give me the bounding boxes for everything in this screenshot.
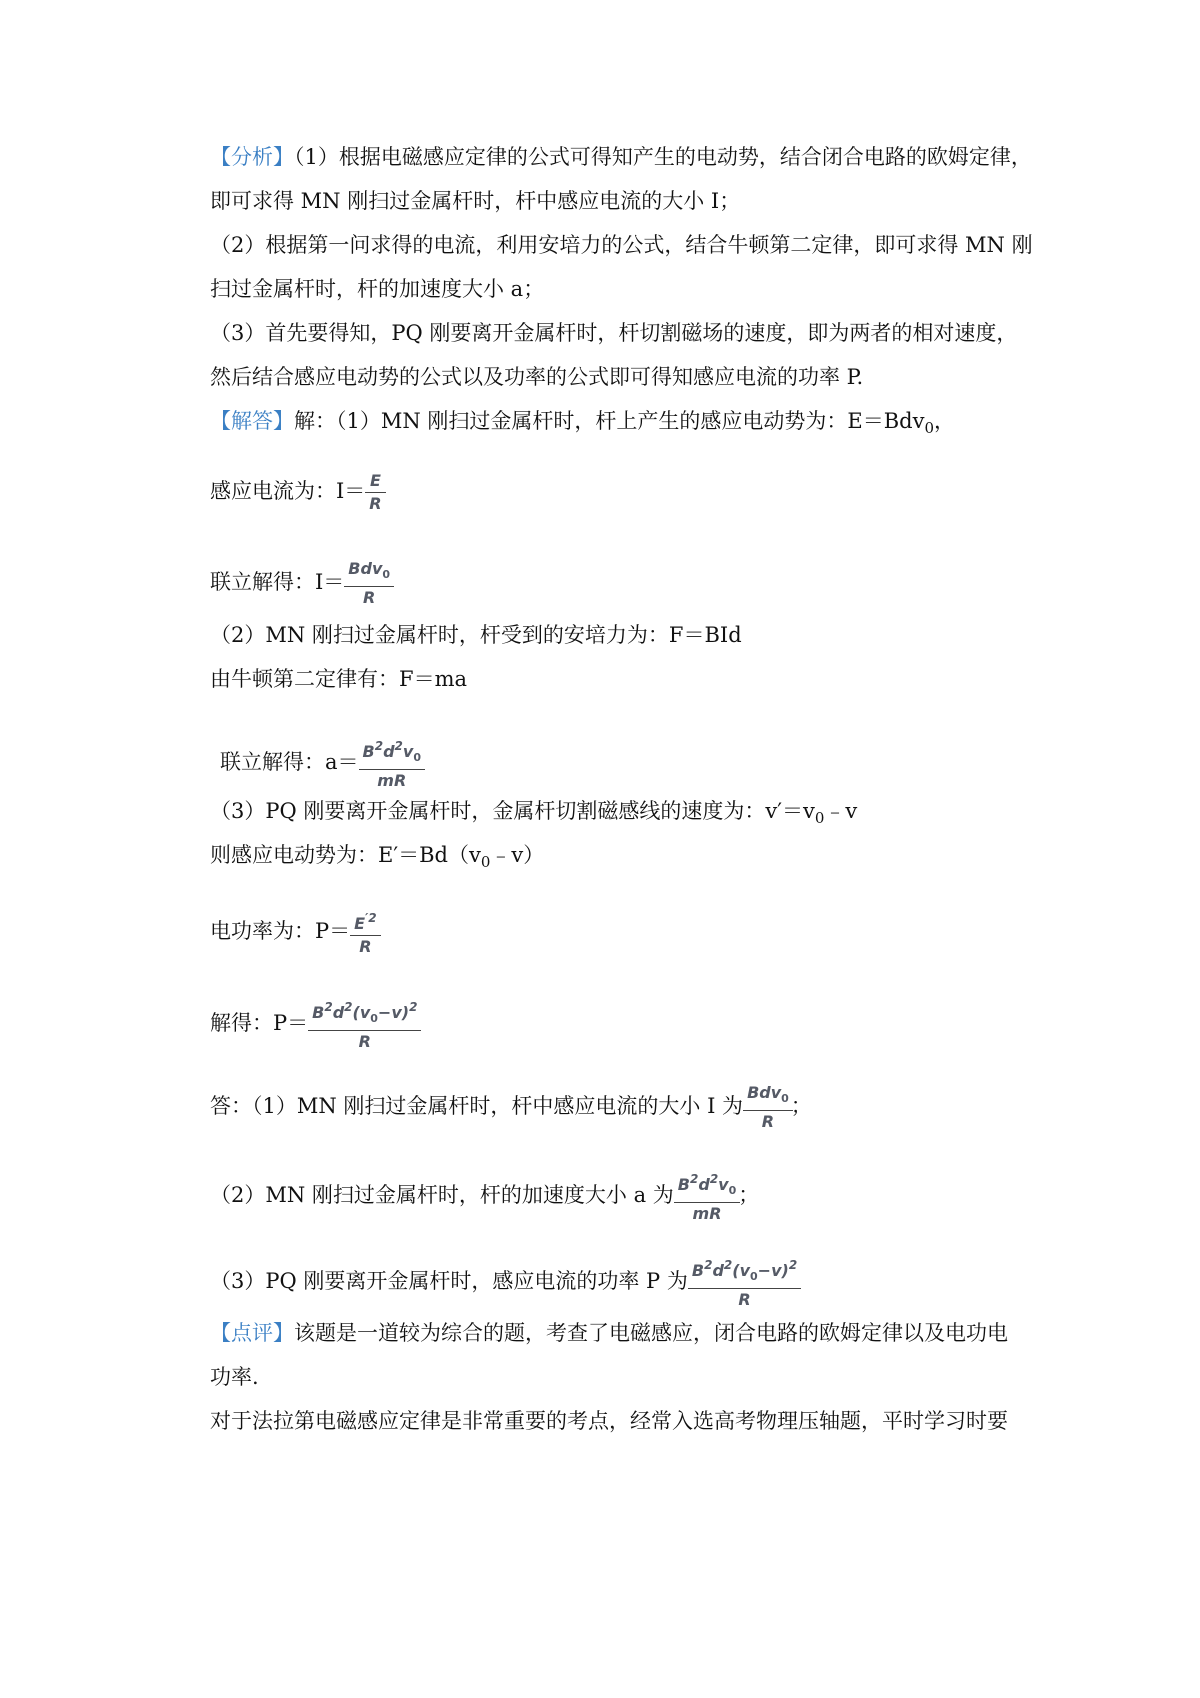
accel-num-b: B [362,742,375,761]
a3-num-sup1: 2 [704,1258,713,1272]
answer-1-text: 答：（1）MN 刚扫过金属杆时，杆中感应电流的大小 I 为 [210,1094,744,1118]
solution-line-1 [210,406,955,443]
analysis-line-6: 然后结合感应电动势的公式以及功率的公式即可得知感应电流的功率 P. [210,365,864,389]
answer-3-fraction [690,1254,799,1311]
current-result-num-text: Bdv [348,559,383,578]
power-result-fraction [310,996,419,1053]
analysis-line-3: （2）根据第一问求得的电流，利用安培力的公式，结合牛顿第二定律，即可求得 MN 刚 [210,233,1033,257]
pr-num-sup3: 2 [409,1000,418,1014]
analysis-line-2: 即可求得 MN 刚扫过金属杆时，杆中感应电流的大小 I； [210,189,741,213]
answer-2-denominator: mR [674,1202,740,1225]
answer-line-3 [210,1254,799,1311]
emf-sub: 0 [480,853,491,871]
answer-3-numerator [690,1254,799,1288]
accel-num-d: d [383,742,395,761]
current-equation [210,470,384,515]
power-result-numerator [310,996,419,1030]
a3-num-a: B [691,1261,705,1280]
a3-num-sup2: 2 [723,1258,733,1272]
answer-3-denominator: R [688,1288,801,1311]
solution-sub-1: 0 [924,419,935,437]
a2-num-b: B [677,1175,690,1194]
accel-num-sup2: 2 [394,739,403,753]
accel-num-sub: 0 [413,751,421,764]
power-label: 电功率为：P＝ [210,919,351,943]
power-result-label: 解得：P＝ [210,1011,309,1035]
answer-1-numerator [745,1082,791,1110]
pr-num-sup1: 2 [324,1000,333,1014]
power-result-equation [210,996,419,1053]
a2-num-sup1: 2 [690,1172,699,1186]
current-result-num-sub: 0 [382,568,391,581]
power-fraction [352,907,378,958]
accel-num-sup1: 2 [374,739,384,753]
analysis-line-1 [210,142,1032,172]
current-result-label: 联立解得：I＝ [210,570,345,594]
current-result-numerator [346,558,392,586]
answer-2-text: （2）MN 刚扫过金属杆时，杆的加速度大小 a 为 [210,1183,674,1207]
velocity-sub: 0 [814,809,825,827]
solution-end-1: ， [934,409,956,433]
a1-num-sub: 0 [781,1092,789,1105]
a3-num-c: (v [732,1261,750,1280]
a1-num-text: Bdv [747,1083,782,1102]
a3-num-b: d [712,1261,724,1280]
a2-num-d: d [698,1175,710,1194]
analysis-line-4: 扫过金属杆时，杆的加速度大小 a； [210,277,545,301]
acceleration-fraction [361,735,423,792]
comment-text-1: 该题是一道较为综合的题，考查了电磁感应，闭合电路的欧姆定律以及电功电 [294,1321,1008,1345]
answer-1-fraction [745,1082,791,1133]
answer-2-end: ； [738,1183,760,1207]
current-result-equation [210,558,392,609]
power-num-sup: ′2 [365,911,377,925]
acceleration-equation [220,735,423,792]
accel-num-v: v [402,742,414,761]
current-numerator: E [369,471,381,490]
current-fraction [367,470,383,515]
acceleration-denominator: mR [359,769,425,792]
emf-line [210,840,544,877]
emf-text: 则感应电动势为：E′＝Bd（v [210,843,481,867]
a2-num-v: v [718,1175,729,1194]
answer-3-text: （3）PQ 刚要离开金属杆时，感应电流的功率 P 为 [210,1269,688,1293]
velocity-end: ﹣v [824,799,858,823]
answer-1-end: ； [790,1094,812,1118]
comment-line-3: 对于法拉第电磁感应定律是非常重要的考点，经常入选高考物理压轴题，平时学习时要 [210,1409,1008,1433]
answer-2-numerator [676,1168,738,1202]
comment-line-2: 功率. [210,1365,259,1389]
newton-line: 由牛顿第二定律有：F＝ma [210,667,468,691]
power-num-e: E [354,914,366,933]
acceleration-label: 联立解得：a＝ [220,750,359,774]
emf-end: ﹣v） [490,843,545,867]
analysis-tag: 【分析】 [210,145,294,169]
current-result-fraction [346,558,392,609]
acceleration-numerator [361,735,423,769]
force-line: （2）MN 刚扫过金属杆时，杆受到的安培力为：F＝BId [210,623,742,647]
a2-num-sup2: 2 [709,1172,719,1186]
a3-num-sup3: 2 [788,1258,798,1272]
a3-num-d: −v) [757,1261,789,1280]
power-denominator: R [350,935,380,958]
answer-line-1 [210,1082,812,1133]
pr-num-a: B [312,1003,325,1022]
power-result-denominator: R [308,1030,421,1053]
solution-text-1: 解：（1）MN 刚扫过金属杆时，杆上产生的感应电动势为：E＝Bdv [294,409,925,433]
analysis-text-1: （1）根据电磁感应定律的公式可得知产生的电动势，结合闭合电路的欧姆定律， [294,145,1032,169]
answer-1-denominator: R [743,1110,793,1133]
pr-num-sup2: 2 [344,1000,353,1014]
current-label: 感应电流为：I＝ [210,479,366,503]
current-result-denominator: R [344,586,394,609]
power-equation [210,907,379,958]
pr-num-b: d [332,1003,345,1022]
solution-tag: 【解答】 [210,409,294,433]
answer-2-fraction [676,1168,738,1225]
a2-num-sub: 0 [728,1184,737,1197]
comment-line-1 [210,1318,1008,1348]
comment-tag: 【点评】 [210,1321,294,1345]
analysis-line-5: （3）首先要得知，PQ 刚要离开金属杆时，杆切割磁场的速度，即为两者的相对速度， [210,321,1018,345]
velocity-line [210,796,857,833]
velocity-text: （3）PQ 刚要离开金属杆时，金属杆切割磁感线的速度为：v′＝v [210,799,815,823]
a3-num-sub: 0 [750,1270,758,1283]
power-numerator [352,907,378,935]
pr-num-sub: 0 [370,1012,378,1025]
pr-num-c: (v [352,1003,371,1022]
pr-num-d: −v) [377,1003,410,1022]
answer-line-2 [210,1168,759,1225]
current-denominator: R [365,492,385,515]
